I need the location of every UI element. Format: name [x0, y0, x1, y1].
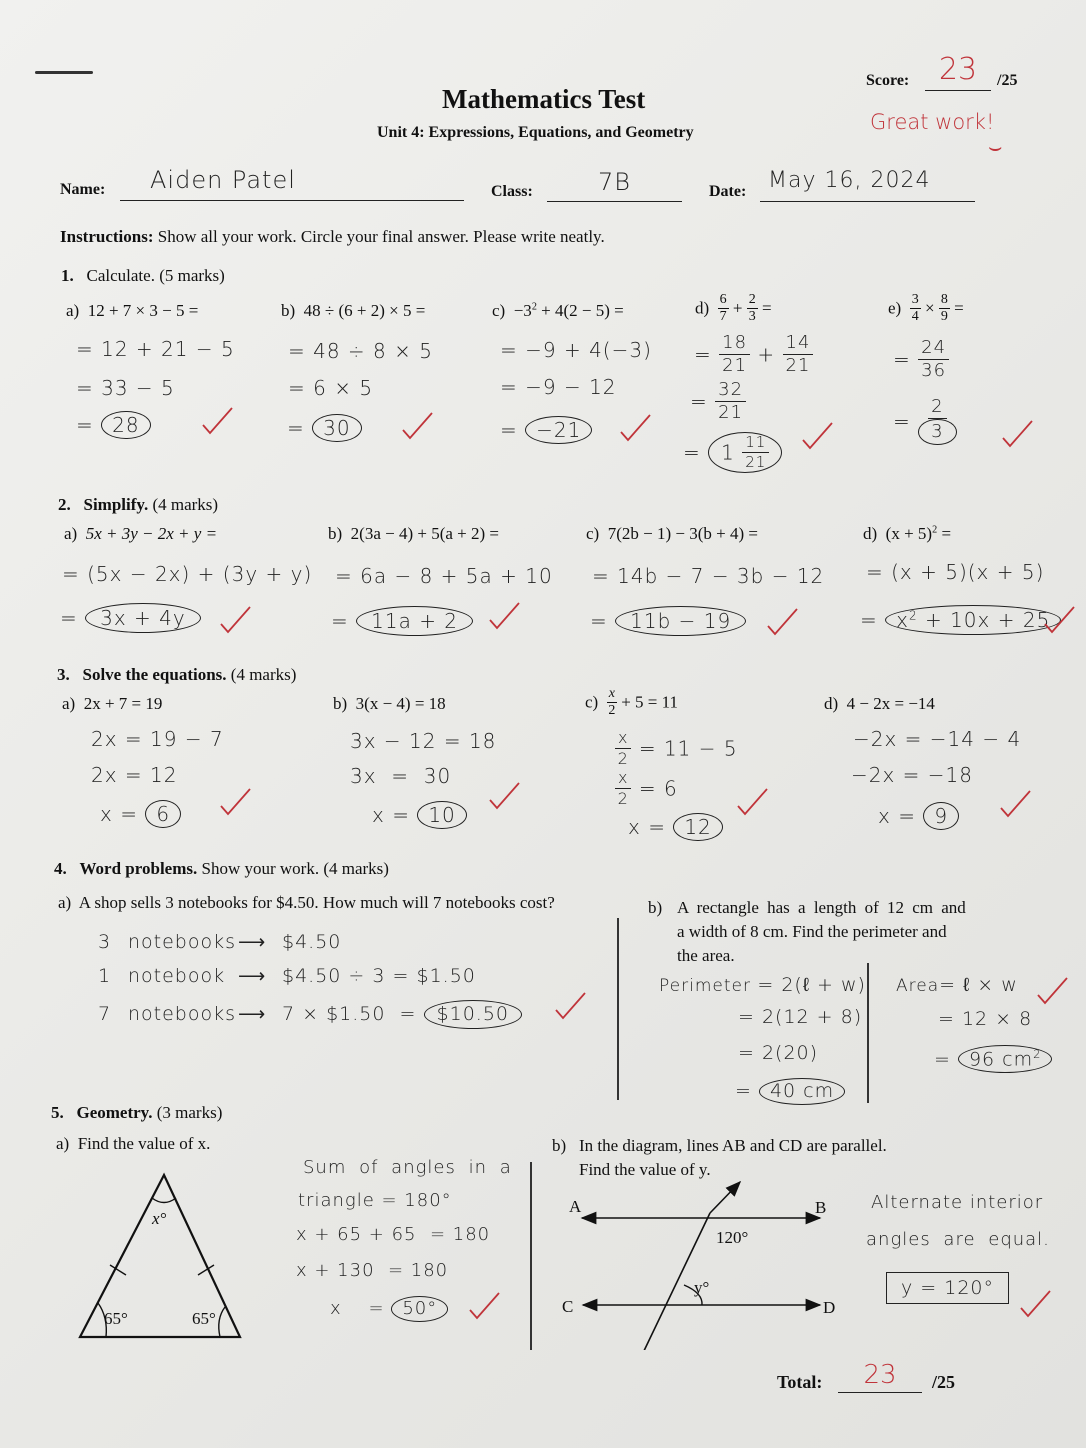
answer-lhs: x =: [330, 1298, 385, 1319]
q4a-label: a): [58, 893, 72, 912]
numerator: 24: [918, 339, 949, 360]
q2a-answer-value: 3x + 4y: [85, 603, 201, 633]
q2b-problem: [328, 524, 499, 544]
q5-heading: [51, 1103, 222, 1123]
total-label: Total:: [777, 1372, 823, 1392]
score-line: [925, 52, 991, 91]
q2-marks: (4 marks): [152, 495, 219, 514]
q3c-step-2: [615, 770, 678, 807]
q2d-base: (x + 5): [885, 524, 933, 543]
q1c-base: −3: [513, 301, 532, 320]
numerator: 2: [928, 398, 946, 419]
q1d-step-1: = $\frac{18}{21}$ + $\frac{14}{21}$: [694, 334, 813, 375]
q3d-step-1: −2x = −14 − 4: [853, 727, 1022, 751]
fraction: [783, 334, 814, 375]
checkmark-icon: [400, 410, 434, 442]
numerator: 11: [742, 435, 769, 453]
fraction: [918, 339, 949, 380]
calc: $4.50 ÷ 3 = $1.50: [282, 965, 476, 987]
answer-lhs: x =: [372, 803, 410, 827]
q4a-text: A shop sells 3 notebooks for $4.50. How much will 7 notebooks cost?: [78, 893, 555, 912]
answer-exponent: 2: [908, 608, 918, 623]
q3d-answer: [878, 802, 959, 830]
fraction: [918, 398, 956, 445]
q2-title: Simplify.: [83, 495, 149, 514]
q2d-label: d): [863, 524, 878, 543]
q3d-equation: 4 − 2x = −14: [846, 694, 935, 713]
parallel-lines-diagram: [560, 1175, 840, 1350]
q5a-label: a): [56, 1134, 70, 1153]
qty: 3: [98, 931, 112, 953]
q1-title: Calculate.: [86, 266, 155, 285]
divider: [530, 1162, 532, 1350]
denominator: 36: [921, 360, 947, 381]
class-label: Class:: [491, 183, 533, 200]
denominator: 2: [617, 789, 629, 808]
numerator: 18: [719, 334, 750, 355]
q1b-answer-value: 30: [312, 414, 361, 442]
total-value: 23: [863, 1360, 897, 1390]
checkmark-icon: [1035, 975, 1069, 1007]
perimeter-answer-value: 40 cm: [759, 1078, 845, 1105]
q1b-step-1: = 48 ÷ 8 × 5: [288, 339, 433, 363]
q1c-answer-value: −21: [525, 416, 592, 444]
q1d-label: d): [695, 298, 710, 318]
q1e-label: e): [888, 298, 902, 318]
q4b-line-2: a width of 8 cm. Find the perimeter and: [677, 922, 947, 941]
q2c-label: c): [586, 524, 600, 543]
date-label: Date:: [709, 183, 747, 200]
q1d-answer: = 1 $\frac{11}{21}$: [683, 432, 782, 473]
q3c-answer-value: 12: [673, 813, 722, 841]
q1c-rest: + 4(2 − 5) =: [536, 301, 624, 320]
q1c-problem: [492, 301, 624, 321]
page-subtitle: Unit 4: Expressions, Equations, and Geometry: [377, 124, 694, 141]
smiley-icon: ⌣: [988, 135, 1003, 160]
rhs: = 11 − 5: [638, 736, 738, 761]
q2a-label: a): [64, 524, 78, 543]
q3b-equation: 3(x − 4) = 18: [355, 694, 446, 713]
q5b-line-1: In the diagram, lines AB and CD are parallel.: [579, 1136, 887, 1155]
q1b-problem: [281, 301, 425, 321]
area-text: Area: [896, 976, 940, 996]
answer-lhs: x =: [100, 802, 138, 826]
q3c-problem: [585, 687, 678, 718]
q1e-problem: [888, 293, 964, 324]
whole-number: 1: [721, 440, 735, 465]
total-max: /25: [932, 1372, 956, 1392]
q1-marks: (5 marks): [159, 266, 225, 285]
q5b-reason-2: angles are equal.: [866, 1229, 1050, 1250]
apex-angle-label: x°: [152, 1209, 167, 1228]
q2d-answer-value: [885, 605, 1061, 635]
area-answer-value: [958, 1045, 1052, 1073]
area-exponent: 2: [1033, 1047, 1042, 1061]
q4-number: 4.: [54, 859, 67, 878]
q4a-problem: [58, 893, 555, 913]
answer-lhs: x =: [628, 815, 666, 839]
area-step-1: = ℓ × w: [939, 974, 1018, 996]
q4-heading: [54, 859, 389, 879]
q3b-step-2: 3x = 30: [350, 764, 452, 788]
perimeter-answer: = 40 cm: [735, 1078, 845, 1105]
q3-title: Solve the equations.: [82, 665, 227, 684]
date-value: May 16, 2024: [768, 168, 931, 193]
isosceles-triangle-diagram: [70, 1165, 250, 1345]
fraction: [910, 293, 921, 324]
q1b-label: b): [281, 301, 296, 320]
q2d-problem: [863, 524, 951, 544]
q4a-row-1: [98, 931, 341, 953]
q4-title: Word problems.: [79, 859, 198, 878]
q1d-answer-value: [708, 432, 782, 473]
rhs: = 6: [638, 776, 678, 801]
q2c-problem: [586, 524, 758, 544]
q2b-expression: 2(3a − 4) + 5(a + 2) =: [350, 524, 500, 543]
equals: =: [762, 298, 772, 318]
fraction: [607, 687, 617, 718]
operator: +: [732, 298, 743, 318]
angle-y-label: y°: [694, 1278, 710, 1297]
checkmark-icon: [553, 990, 587, 1022]
q3c-rest: + 5 = 11: [621, 692, 678, 712]
numerator: 6: [719, 292, 727, 307]
q2b-label: b): [328, 524, 343, 543]
q2c-answer: = 11b − 19: [590, 606, 746, 636]
q5a-answer: [330, 1296, 448, 1322]
numerator: 3: [911, 292, 919, 307]
q1a-answer-value: 28: [101, 411, 150, 439]
total-line: [838, 1360, 922, 1393]
checkmark-icon: [998, 788, 1032, 820]
point-c-label: C: [562, 1297, 574, 1316]
q5-marks: (3 marks): [156, 1103, 223, 1122]
q2a-problem: [64, 524, 217, 544]
fraction: [742, 435, 769, 470]
q5b-reason-1: Alternate interior: [871, 1192, 1044, 1213]
q2-number: 2.: [58, 495, 71, 514]
denominator: 4: [911, 309, 919, 324]
q1-heading: [61, 266, 225, 286]
q1b-answer: = 30: [287, 414, 362, 442]
q3-heading: [57, 665, 296, 685]
area-label: [896, 974, 1018, 997]
q5b-label: b): [552, 1136, 567, 1155]
q1-number: 1.: [61, 266, 74, 285]
fraction: [747, 293, 758, 324]
q4b-line-1: A rectangle has a length of 12 cm and: [677, 898, 966, 917]
staple-mark: [35, 71, 93, 74]
denominator: 2: [608, 703, 616, 718]
right-angle-label: 65°: [192, 1309, 216, 1328]
q5-number: 5.: [51, 1103, 64, 1122]
answer-lhs: x =: [878, 804, 916, 828]
q2a-expression: 5x + 3y − 2x + y =: [85, 524, 218, 543]
denominator: 3: [748, 309, 756, 324]
area-value: 96 cm: [968, 1048, 1034, 1071]
item: notebooks: [128, 931, 237, 953]
q4b-line-3: the area.: [677, 946, 735, 965]
denominator: 21: [785, 355, 811, 376]
arrow-icon: ⟶: [238, 965, 267, 987]
q4b-label: b): [648, 898, 663, 917]
name-label: Name:: [60, 181, 106, 198]
q3a-equation: 2x + 7 = 19: [83, 694, 163, 713]
checkmark-icon: [800, 420, 834, 452]
q3c-label: c): [585, 692, 599, 712]
q1c-step-1: = −9 + 4(−3): [500, 338, 652, 362]
q3c-answer: [628, 813, 723, 841]
q1b-step-2: = 6 × 5: [288, 376, 374, 400]
q5a-answer-value: 50°: [391, 1296, 448, 1322]
q3a-answer-value: 6: [145, 800, 181, 828]
q1a-step-1: = 12 + 21 − 5: [76, 337, 235, 361]
q5a-work-2: triangle = 180°: [298, 1190, 452, 1211]
q5a-text: Find the value of x.: [77, 1134, 211, 1153]
q1e-answer: = $\frac{2}{3}$: [893, 398, 957, 445]
checkmark-icon: [735, 786, 769, 818]
q1a-problem: [66, 301, 198, 321]
checkmark-icon: [1018, 1288, 1052, 1320]
q5a-work-4: x + 130 = 180: [296, 1260, 449, 1281]
operator: ×: [924, 298, 935, 318]
q1c-answer: = −21: [500, 416, 592, 444]
q2d-exponent: 2: [932, 524, 938, 536]
q3-marks: (4 marks): [230, 665, 297, 684]
q2-heading: [58, 495, 218, 515]
q3b-step-1: 3x − 12 = 18: [350, 729, 497, 753]
q1a-label: a): [66, 301, 80, 320]
denominator: 21: [745, 453, 767, 471]
q3b-answer-value: 10: [417, 801, 466, 829]
class-field[interactable]: [547, 168, 682, 202]
point-b-label: B: [815, 1198, 827, 1217]
denominator: 21: [722, 355, 748, 376]
q3a-problem: [62, 694, 162, 714]
q3a-label: a): [62, 694, 76, 713]
calc: $4.50: [282, 931, 342, 953]
perimeter-text: Perimeter: [659, 976, 751, 996]
teacher-comment: Great work!: [870, 110, 995, 134]
name-value: Aiden Patel: [150, 166, 296, 194]
q2b-answer: = 11a + 2: [331, 606, 473, 636]
q1a-answer: = 28: [76, 411, 151, 439]
left-angle-label: 65°: [104, 1309, 128, 1328]
q1b-expression: 48 ÷ (6 + 2) × 5 =: [303, 301, 426, 320]
score-label: Score:: [866, 72, 910, 89]
numerator: 2: [748, 292, 756, 307]
q5a-work-3: x + 65 + 65 = 180: [296, 1224, 491, 1245]
arrow-icon: ⟶: [238, 1003, 267, 1025]
numerator: x: [615, 730, 631, 749]
perimeter-step-1: = 2(ℓ + w): [757, 974, 866, 996]
perimeter-step-2: = 2(12 + 8): [738, 1006, 863, 1028]
checkmark-icon: [487, 780, 521, 812]
q3d-problem: [824, 694, 935, 714]
q2b-step: = 6a − 8 + 5a + 10: [335, 564, 553, 588]
divider: [867, 963, 869, 1103]
q1c-step-2: = −9 − 12: [500, 375, 617, 399]
date-field[interactable]: [760, 168, 975, 202]
q2c-expression: 7(2b − 1) − 3(b + 4) =: [607, 524, 758, 543]
q2c-step: = 14b − 7 − 3b − 12: [592, 564, 825, 588]
q2a-step: = (5x − 2x) + (3y + y): [62, 562, 313, 586]
perimeter-label: [659, 974, 866, 997]
q5b-answer-value: y = 120°: [886, 1272, 1009, 1304]
area-answer: = 96 $cm^2$: [934, 1045, 1052, 1073]
divider: [617, 918, 619, 1100]
checkmark-icon: [1042, 604, 1076, 636]
denominator: 3: [918, 419, 956, 445]
q3b-problem: [333, 694, 446, 714]
q4b-problem: [648, 896, 966, 968]
fraction: [715, 381, 746, 422]
qty: 1: [98, 965, 112, 987]
checkmark-icon: [218, 786, 252, 818]
q5b-line-2: Find the value of y.: [579, 1160, 711, 1179]
area-step-2: = 12 × 8: [938, 1008, 1033, 1030]
q3b-answer: [372, 801, 467, 829]
q2a-answer: = 3x + 4y: [60, 603, 201, 633]
denominator: 9: [940, 309, 948, 324]
q2d-step: = (x + 5)(x + 5): [866, 560, 1045, 584]
page-title: Mathematics Test: [442, 84, 646, 114]
q4a-answer-value: $10.50: [424, 1000, 522, 1029]
q1a-expression: 12 + 7 × 3 − 5 =: [87, 301, 199, 320]
q3b-label: b): [333, 694, 348, 713]
q3-number: 3.: [57, 665, 70, 684]
checkmark-icon: [200, 405, 234, 437]
q2c-answer-value: 11b − 19: [615, 606, 746, 636]
perimeter-step-3: = 2(20): [738, 1042, 819, 1064]
fraction: [939, 293, 950, 324]
fraction: [615, 730, 631, 767]
q1d-step-2: = $\frac{32}{21}$: [690, 381, 746, 422]
checkmark-icon: [765, 606, 799, 638]
q5b-answer: [886, 1272, 1009, 1304]
q5a-work-1: Sum of angles in a: [303, 1157, 512, 1178]
numerator: 14: [783, 334, 814, 355]
numerator: x: [615, 770, 631, 789]
fraction: [718, 293, 729, 324]
instructions-label: Instructions:: [60, 227, 154, 246]
q2d-rest: =: [937, 524, 952, 543]
angle-120-label: 120°: [716, 1228, 749, 1247]
answer-rest: + 10x + 25: [917, 608, 1051, 632]
checkmark-icon: [618, 412, 652, 444]
q1d-problem: [695, 293, 772, 324]
instructions: [60, 227, 605, 247]
q3d-answer-value: 9: [923, 802, 959, 830]
q5a-problem: [56, 1134, 210, 1154]
q2d-answer: = $x^2 + 10x + 25$: [860, 605, 1061, 635]
q3a-step-2: 2x = 12: [91, 763, 178, 787]
q4-subtitle: Show your work. (4 marks): [201, 859, 389, 878]
point-a-label: A: [569, 1197, 582, 1216]
item: notebooks: [128, 1003, 237, 1025]
name-field[interactable]: [120, 166, 464, 201]
q4a-row-3: [98, 1000, 522, 1029]
qty: 7: [98, 1003, 112, 1025]
checkmark-icon: [487, 600, 521, 632]
q2b-answer-value: 11a + 2: [356, 606, 473, 636]
answer-base: x: [896, 608, 909, 632]
q4a-row-2: [98, 965, 476, 987]
q3a-answer: [100, 800, 181, 828]
operator: +: [757, 342, 776, 367]
denominator: 2: [617, 749, 629, 768]
q3a-step-1: 2x = 19 − 7: [91, 727, 224, 751]
instructions-text: Show all your work. Circle your final answer. Please write neatly.: [157, 227, 605, 246]
numerator: x: [608, 686, 615, 701]
fraction: [615, 770, 631, 807]
equals: =: [954, 298, 964, 318]
q3c-step-1: [615, 730, 738, 767]
score-max: /25: [997, 72, 1018, 89]
q1e-step-1: = $\frac{24}{36}$: [893, 339, 949, 380]
fraction: [719, 334, 750, 375]
class-value: 7B: [598, 168, 631, 196]
q1c-exponent: 2: [531, 301, 537, 313]
q5-title: Geometry.: [76, 1103, 153, 1122]
q1c-label: c): [492, 301, 506, 320]
arrow-icon: ⟶: [238, 931, 267, 953]
numerator: 8: [940, 292, 948, 307]
point-d-label: D: [823, 1298, 836, 1317]
q3d-label: d): [824, 694, 839, 713]
checkmark-icon: [218, 604, 252, 636]
q1a-step-2: = 33 − 5: [76, 376, 175, 400]
q3d-step-2: −2x = −18: [851, 763, 973, 787]
calc: 7 × $1.50 =: [282, 1003, 417, 1025]
checkmark-icon: [467, 1290, 501, 1322]
denominator: 21: [718, 402, 744, 423]
checkmark-icon: [1000, 418, 1034, 450]
score-value: 23: [938, 52, 978, 87]
denominator: 7: [719, 309, 727, 324]
item: notebook: [128, 965, 226, 987]
numerator: 32: [715, 381, 746, 402]
